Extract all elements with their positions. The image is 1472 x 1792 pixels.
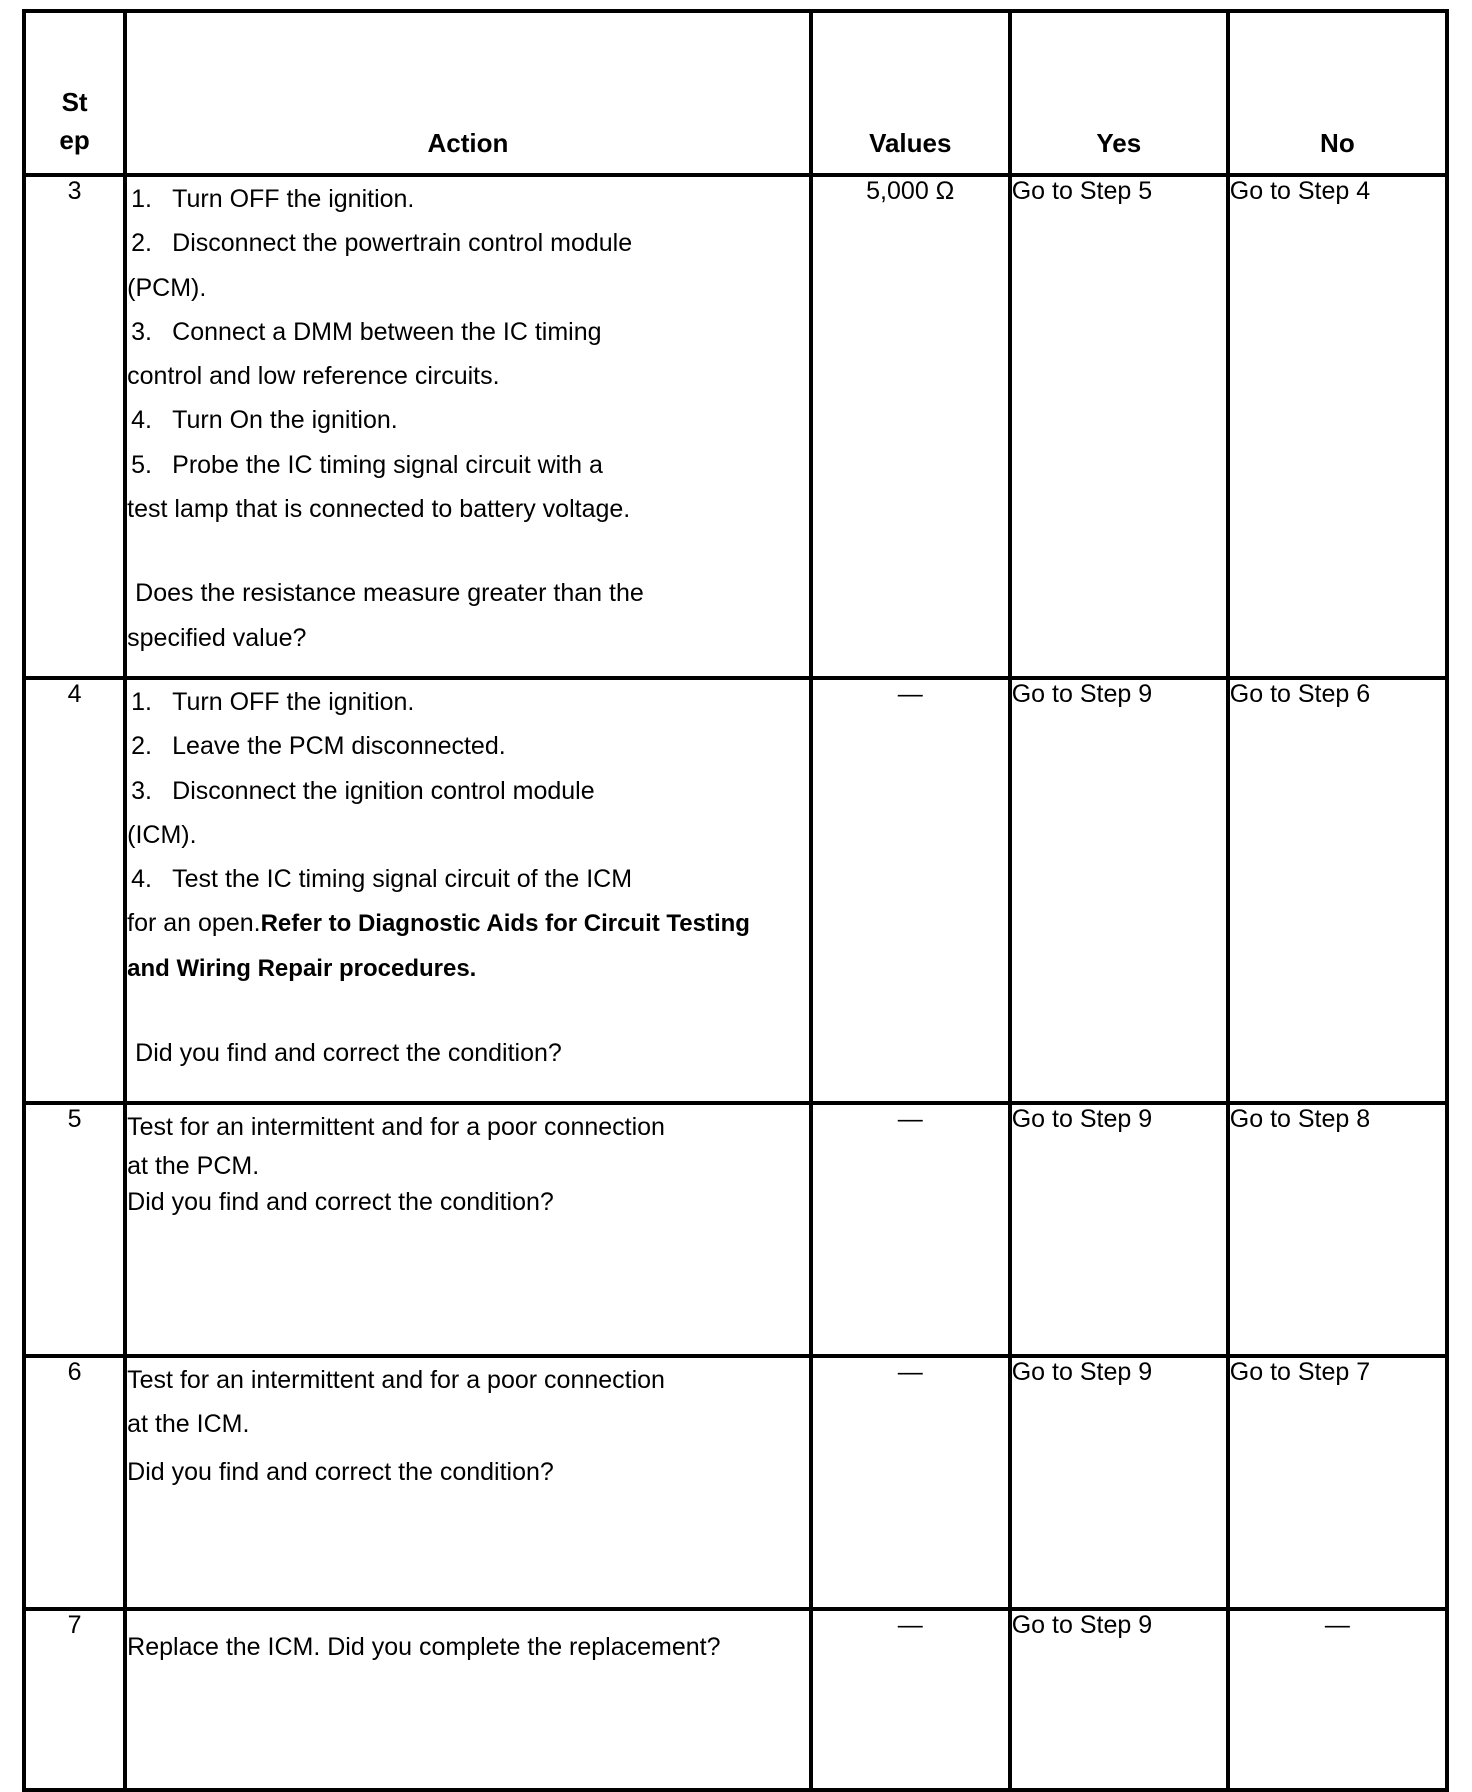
values-cell: — <box>811 1103 1010 1356</box>
yes-cell: Go to Step 9 <box>1010 1356 1228 1609</box>
action-item: 4. Test the IC timing signal circuit of the ICM <box>131 865 633 894</box>
action-item: 3. Connect a DMM between the IC timing <box>131 317 602 346</box>
table-row-step-5 <box>24 1103 1447 1356</box>
action-item: 4. Turn On the ignition. <box>131 406 398 435</box>
refer-link-text-continuation: and Wiring Repair procedures. <box>127 954 477 982</box>
step-header-line2: ep <box>59 125 90 155</box>
header-row <box>24 11 1447 175</box>
values-cell: — <box>811 1356 1010 1609</box>
action-question: Did you find and correct the condition? <box>135 1039 562 1068</box>
action-question: Did you complete the replacement? <box>327 1633 721 1661</box>
yes-cell: Go to Step 9 <box>1010 678 1228 1103</box>
no-cell: Go to Step 6 <box>1228 678 1447 1103</box>
values-column-header: Values <box>811 11 1010 175</box>
step-number: 3 <box>24 175 125 678</box>
table-row-step-6 <box>24 1356 1447 1609</box>
table-row-step-3 <box>24 175 1447 678</box>
diagnostic-table <box>22 9 1449 1792</box>
action-item-continuation: (PCM). <box>127 273 207 302</box>
no-cell: — <box>1228 1609 1447 1790</box>
table-row-step-7 <box>24 1609 1447 1790</box>
action-question-continuation: specified value? <box>127 623 307 652</box>
yes-cell: Go to Step 9 <box>1010 1609 1228 1790</box>
action-cell <box>125 1609 811 1790</box>
values-cell: 5,000 Ω <box>811 175 1010 678</box>
yes-column-header: Yes <box>1010 11 1228 175</box>
replace-text: Replace the ICM. <box>127 1633 321 1661</box>
action-item: 1. Turn OFF the ignition. <box>131 688 415 716</box>
yes-cell: Go to Step 5 <box>1010 175 1228 678</box>
refer-link-text: Refer to Diagnostic Aids for Circuit Testing <box>260 910 750 938</box>
table-row-step-4 <box>24 678 1447 1103</box>
action-line: Test for an intermittent and for a poor connection <box>127 1113 665 1141</box>
action-question: Does the resistance measure greater than the <box>135 579 644 608</box>
action-line: at the ICM. <box>127 1410 250 1439</box>
action-question: Did you find and correct the condition? <box>127 1457 554 1486</box>
values-cell: — <box>811 678 1010 1103</box>
step-number: 5 <box>24 1103 125 1356</box>
action-item-continuation <box>127 901 809 946</box>
action-item: 3. Disconnect the ignition control module <box>131 776 595 805</box>
action-line: Test for an intermittent and for a poor connection <box>127 1366 665 1394</box>
no-cell: Go to Step 7 <box>1228 1356 1447 1609</box>
action-item: 5. Probe the IC timing signal circuit with a <box>131 450 603 479</box>
action-question: Did you find and correct the condition? <box>127 1188 554 1217</box>
step-number: 4 <box>24 678 125 1103</box>
action-item: 2. Disconnect the powertrain control module <box>131 229 633 258</box>
action-cell <box>125 678 811 1103</box>
no-cell: Go to Step 4 <box>1228 175 1447 678</box>
action-cell <box>125 175 811 678</box>
action-cell <box>125 1356 811 1609</box>
action-column-header: Action <box>125 11 811 175</box>
step-header-line1: St <box>61 87 88 117</box>
step-column-header <box>24 11 125 175</box>
no-column-header: No <box>1228 11 1447 175</box>
action-cell <box>125 1103 811 1356</box>
step-number: 6 <box>24 1356 125 1609</box>
step-number: 7 <box>24 1609 125 1790</box>
action-item-continuation: (ICM). <box>127 820 197 849</box>
action-line: at the PCM. <box>127 1152 260 1181</box>
action-item: 2. Leave the PCM disconnected. <box>131 732 506 761</box>
action-line <box>127 1625 809 1669</box>
action-item: 1. Turn OFF the ignition. <box>131 185 415 213</box>
yes-cell: Go to Step 9 <box>1010 1103 1228 1356</box>
action-item-continuation: test lamp that is connected to battery voltage. <box>127 495 631 524</box>
open-text: for an open. <box>127 909 261 938</box>
action-item-continuation: control and low reference circuits. <box>127 362 500 391</box>
values-cell: — <box>811 1609 1010 1790</box>
no-cell: Go to Step 8 <box>1228 1103 1447 1356</box>
